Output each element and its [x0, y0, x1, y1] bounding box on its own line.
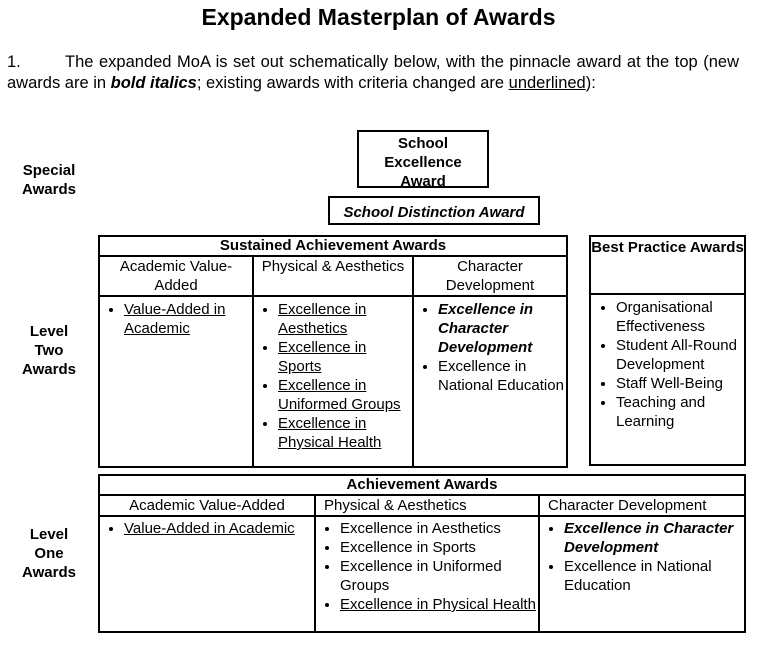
list-item: • Excellence in Sports: [278, 338, 412, 376]
list-item: • Excellence in Uniformed Groups: [340, 557, 538, 595]
achievement-col-character: [539, 516, 745, 632]
row-label-special: Special Awards: [22, 162, 76, 198]
list-item: • Excellence in Aesthetics: [340, 519, 538, 538]
sustained-col-header: Physical & Aesthetics: [253, 256, 413, 296]
sustained-col-character: [413, 296, 567, 467]
page-title: Expanded Masterplan of Awards: [201, 4, 556, 30]
achievement-table: [98, 474, 746, 633]
intro-bold-italics: bold italics: [110, 74, 197, 92]
list-item: • Staff Well-Being: [616, 374, 744, 393]
achievement-col-header: Physical & Aesthetics: [315, 495, 539, 516]
list-item: • Excellence in Aesthetics: [278, 300, 412, 338]
row-label-level-two: Level Two Awards: [22, 323, 76, 378]
list-item: • Excellence in Physical Health: [278, 414, 412, 452]
row-label-level-one: Level One Awards: [22, 526, 76, 581]
achievement-col-header: Character Development: [539, 495, 745, 516]
school-distinction-award: School Distinction Award: [328, 196, 540, 225]
list-item: • Value-Added in Academic: [124, 519, 314, 538]
list-item: • Excellence in Uniformed Groups: [278, 376, 412, 414]
best-practice-title: Best Practice Awards: [590, 236, 745, 294]
sustained-col-header: Character Development: [413, 256, 567, 296]
sustained-col-physical: [253, 296, 413, 467]
list-item: • Teaching and Learning: [616, 393, 744, 431]
sustained-col-academic: [99, 296, 253, 467]
list-item: • Excellence in Character Development: [438, 300, 566, 357]
best-practice-table: [589, 235, 746, 466]
list-item: • Excellence in National Education: [564, 557, 744, 595]
paragraph-number: 1.: [7, 53, 21, 71]
intro-text-c: ):: [585, 74, 596, 92]
achievement-col-physical: [315, 516, 539, 632]
sustained-achievement-table: [98, 235, 568, 468]
intro-text-b: ; existing awards with criteria changed are: [196, 74, 509, 92]
achievement-col-header: Academic Value-Added: [99, 495, 315, 516]
school-excellence-award: School Excellence Award: [357, 130, 489, 188]
intro-paragraph: [7, 52, 739, 94]
list-item: • Excellence in National Education: [438, 357, 566, 395]
achievement-col-academic: [99, 516, 315, 632]
best-practice-list: [590, 294, 745, 465]
intro-underlined: underlined: [508, 74, 586, 92]
list-item: • Excellence in Character Development: [564, 519, 744, 557]
list-item: • Student All-Round Development: [616, 336, 744, 374]
sustained-title: Sustained Achievement Awards: [99, 236, 567, 256]
achievement-title: Achievement Awards: [99, 475, 745, 495]
intro-text-a: The expanded MoA is set out schematically below, with the pinnacle award at the top (new awards are in: [7, 53, 739, 92]
list-item: • Value-Added in Academic: [124, 300, 252, 338]
sustained-col-header: Academic Value-Added: [99, 256, 253, 296]
list-item: • Excellence in Physical Health: [340, 595, 538, 614]
list-item: • Excellence in Sports: [340, 538, 538, 557]
list-item: • Organisational Effectiveness: [616, 298, 744, 336]
